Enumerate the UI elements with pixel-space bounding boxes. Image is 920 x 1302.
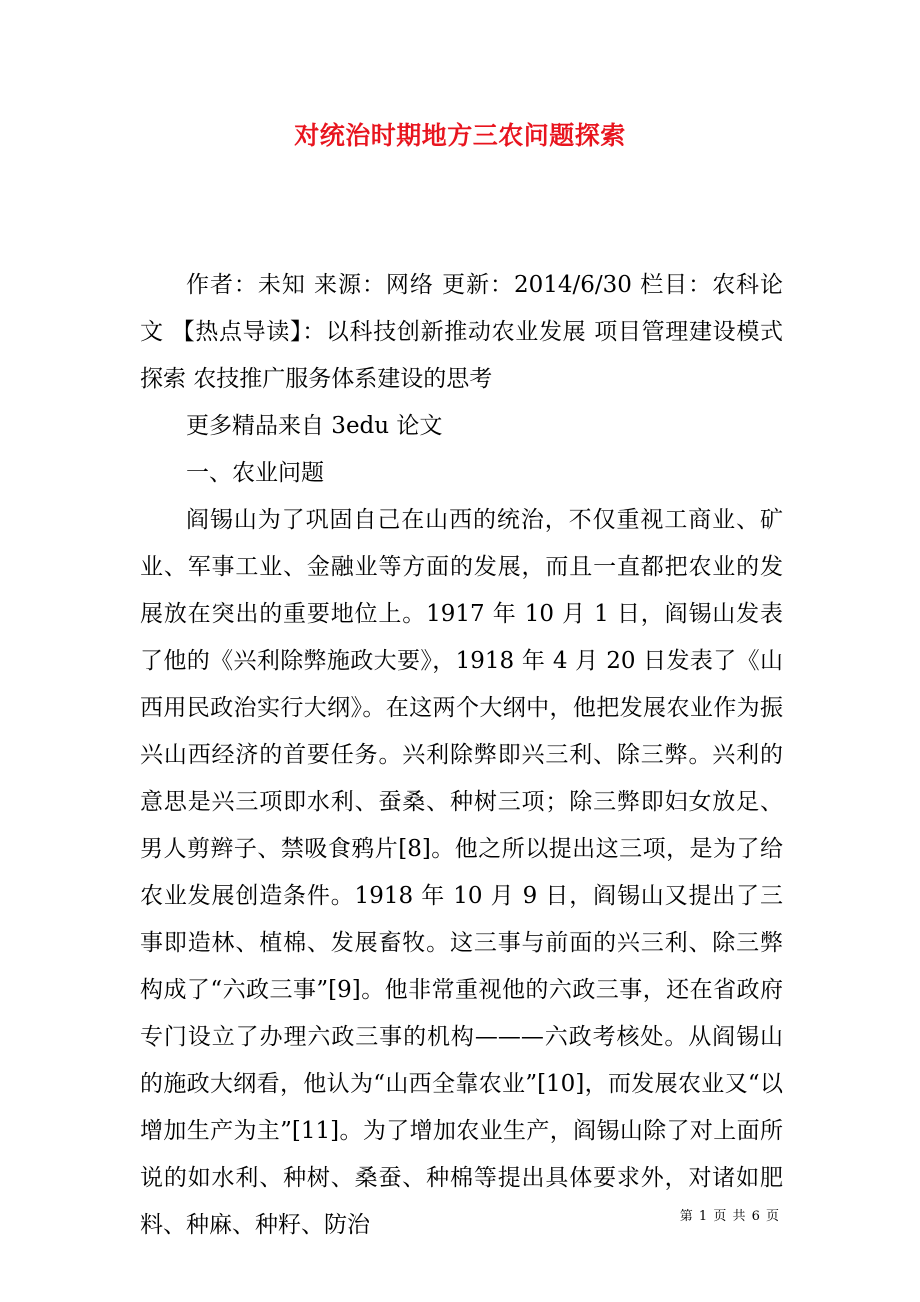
page-title: 对统治时期地方三农问题探索 — [294, 121, 626, 150]
body-paragraph: 阎锡山为了巩固自己在山西的统治，不仅重视工商业、矿业、军事工业、金融业等方面的发展，而且一直都把农业的发展放在突出的重要地位上。1917 年 10 月 1 日，阎锡山发表了他的《兴利除弊施政大要》，1918 年 4 月 20 日发表了《山西用民政治实行大纲》。在这两个大纲中，他把发展农业作为振兴山西经济的首要任务。兴利除弊即兴三利、除三弊。兴利的意思是兴三项即水利、蚕桑、种树三项；除三弊即妇女放足、男人剪辫子、禁吸食鸦片[8]。他之所以提出这三项，是为了给农业发展创造条件。1918 年 10 月 9 日，阎锡山又提出了三事即造林、植棉、发展畜牧。这三事与前面的兴三利、除三弊构成了“六政三事”[9]。他非常重视他的六政三事，还在省政府专门设立了办理六政三事的机构———六政考核处。从阎锡山的施政大纲看，他认为“山西全靠农业”[10]，而发展农业又“以增加生产为主”[11]。为了增加农业生产，阎锡山除了对上面所说的如水利、种树、桑蚕、种棉等提出具体要求外，对诸如肥料、种麻、种籽、防治 — [140, 507, 783, 1238]
document-body — [140, 262, 783, 1249]
meta-paragraph: 作者：未知 来源：网络 更新：2014/6/30 栏目：农科论文 【热点导读】：以科技创新推动农业发展 项目管理建设模式探索 农技推广服务体系建设的思考 — [140, 272, 783, 392]
section-heading: 一、农业问题 — [186, 460, 324, 486]
page-number: 第 1 页 共 6 页 — [679, 1209, 780, 1224]
source-note: 更多精品来自 3edu 论文 — [186, 413, 443, 439]
